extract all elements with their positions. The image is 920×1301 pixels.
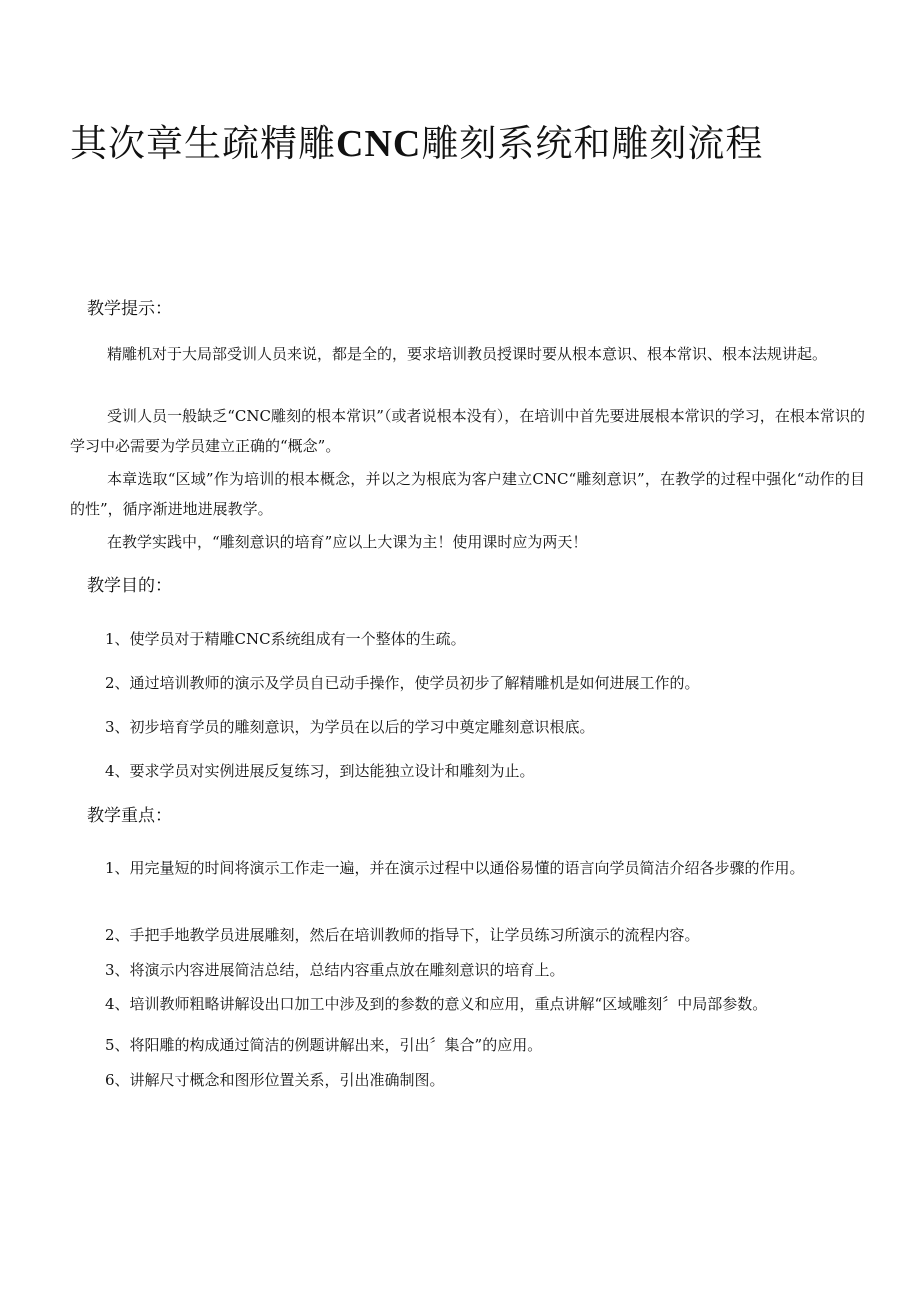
chapter-title-cnc: CNC xyxy=(336,123,422,165)
focus-list-item: 2、手把手地教学员进展雕刻，然后在培训教师的指导下，让学员练习所演示的流程内容。 xyxy=(105,926,700,944)
focus-list-item: 3、将演示内容进展简洁总结，总结内容重点放在雕刻意识的培育上。 xyxy=(105,961,565,979)
focus-list-item: 5、将阳雕的构成通过简洁的例题讲解出来，引出〞集合”的应用。 xyxy=(105,1036,543,1054)
tips-heading: 教学提示： xyxy=(87,299,172,319)
tips-paragraph: 受训人员一般缺乏“CNC雕刻的根本常识”（或者说根本没有），在培训中首先要进展根本常识的学习，在根本常识的学习中必需要为学员建立正确的“概念”。 xyxy=(70,407,865,455)
chapter-title xyxy=(70,118,763,170)
goals-list-item: 2、通过培训教师的演示及学员自已动手操作，使学员初步了解精雕机是如何进展工作的。 xyxy=(105,674,700,692)
goals-list-item: 4、要求学员对实例进展反复练习，到达能独立设计和雕刻为止。 xyxy=(105,762,535,780)
focus-heading: 教学重点： xyxy=(87,806,172,826)
goals-list-item: 1、使学员对于精雕CNC系统组成有一个整体的生疏。 xyxy=(105,630,466,648)
chapter-title-prefix: 其次章生疏精雕 xyxy=(70,122,336,165)
tips-paragraph: 本章选取“区域”作为培训的根本概念，并以之为根底为客户建立CNC“雕刻意识”，在教学的过程中强化“动作的目的性”，循序渐进地进展教学。 xyxy=(70,470,865,518)
tips-paragraph: 精雕机对于大局部受训人员来说，都是全的，要求培训教员授课时要从根本意识、根本常识、根本法规讲起。 xyxy=(107,345,828,363)
focus-list-item: 6、讲解尺寸概念和图形位置关系，引出准确制图。 xyxy=(105,1071,445,1089)
goals-list-item: 3、初步培育学员的雕刻意识，为学员在以后的学习中奠定雕刻意识根底。 xyxy=(105,718,595,736)
focus-list-item: 4、培训教师粗略讲解设出口加工中涉及到的参数的意义和应用，重点讲解“区域雕刻〞中局部参数。 xyxy=(105,995,768,1013)
focus-list-item: 1、用完量短的时间将演示工作走一遍，并在演示过程中以通俗易懂的语言向学员简洁介绍各步骤的作用。 xyxy=(105,859,805,877)
tips-paragraph: 在教学实践中，“雕刻意识的培育”应以上大课为主！使用课时应为两天！ xyxy=(107,533,588,551)
goals-heading: 教学目的： xyxy=(87,576,172,596)
chapter-title-suffix: 雕刻系统和雕刻流程 xyxy=(421,122,764,165)
